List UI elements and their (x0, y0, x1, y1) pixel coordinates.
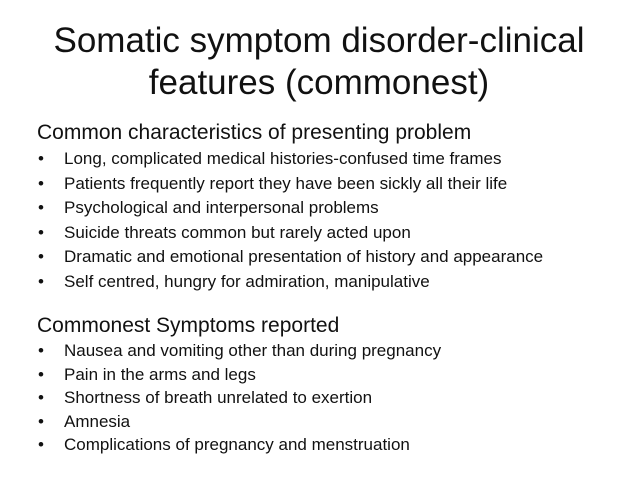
list-item-text: Shortness of breath unrelated to exertion (64, 388, 373, 407)
list-item (37, 363, 627, 387)
list-item (37, 433, 627, 457)
section-heading-presenting-problem: Common characteristics of presenting problem (37, 121, 472, 144)
list-item-text: Long, complicated medical histories-confused time frames (64, 149, 502, 168)
list-item-text: Complications of pregnancy and menstruation (64, 435, 410, 454)
bullet-icon: • (38, 411, 44, 431)
section-heading-symptoms: Commonest Symptoms reported (37, 314, 340, 337)
list-item-text: Suicide threats common but rarely acted upon (64, 222, 411, 242)
list-item (37, 221, 627, 246)
list-item-text: Self centred, hungry for admiration, manipulative (64, 271, 430, 291)
symptoms-list (37, 339, 627, 457)
bullet-icon: • (38, 341, 44, 360)
bullet-icon: • (38, 247, 44, 266)
bullet-icon: • (38, 173, 44, 193)
list-item-text: Nausea and vomiting other than during pregnancy (64, 341, 442, 360)
list-item-text: Dramatic and emotional presentation of history and appearance (64, 247, 544, 266)
list-item (37, 386, 627, 410)
list-item (37, 196, 627, 221)
bullet-icon: • (38, 222, 44, 242)
list-item (37, 270, 627, 295)
bullet-icon: • (38, 388, 44, 407)
list-item (37, 339, 627, 363)
list-item (37, 172, 627, 197)
list-item (37, 410, 627, 434)
bullet-icon: • (38, 149, 44, 168)
bullet-icon: • (38, 364, 44, 384)
slide-title: Somatic symptom disorder-clinical features (commonest) (53, 21, 585, 102)
list-item-text: Patients frequently report they have been sickly all their life (64, 173, 508, 193)
bullet-icon: • (38, 198, 44, 217)
bullet-icon: • (38, 435, 44, 454)
list-item (37, 147, 627, 172)
presenting-problem-list (37, 147, 627, 294)
bullet-icon: • (38, 271, 44, 291)
list-item (37, 245, 627, 270)
list-item-text: Pain in the arms and legs (64, 364, 256, 384)
list-item-text: Psychological and interpersonal problems (64, 198, 379, 217)
list-item-text: Amnesia (64, 411, 131, 431)
